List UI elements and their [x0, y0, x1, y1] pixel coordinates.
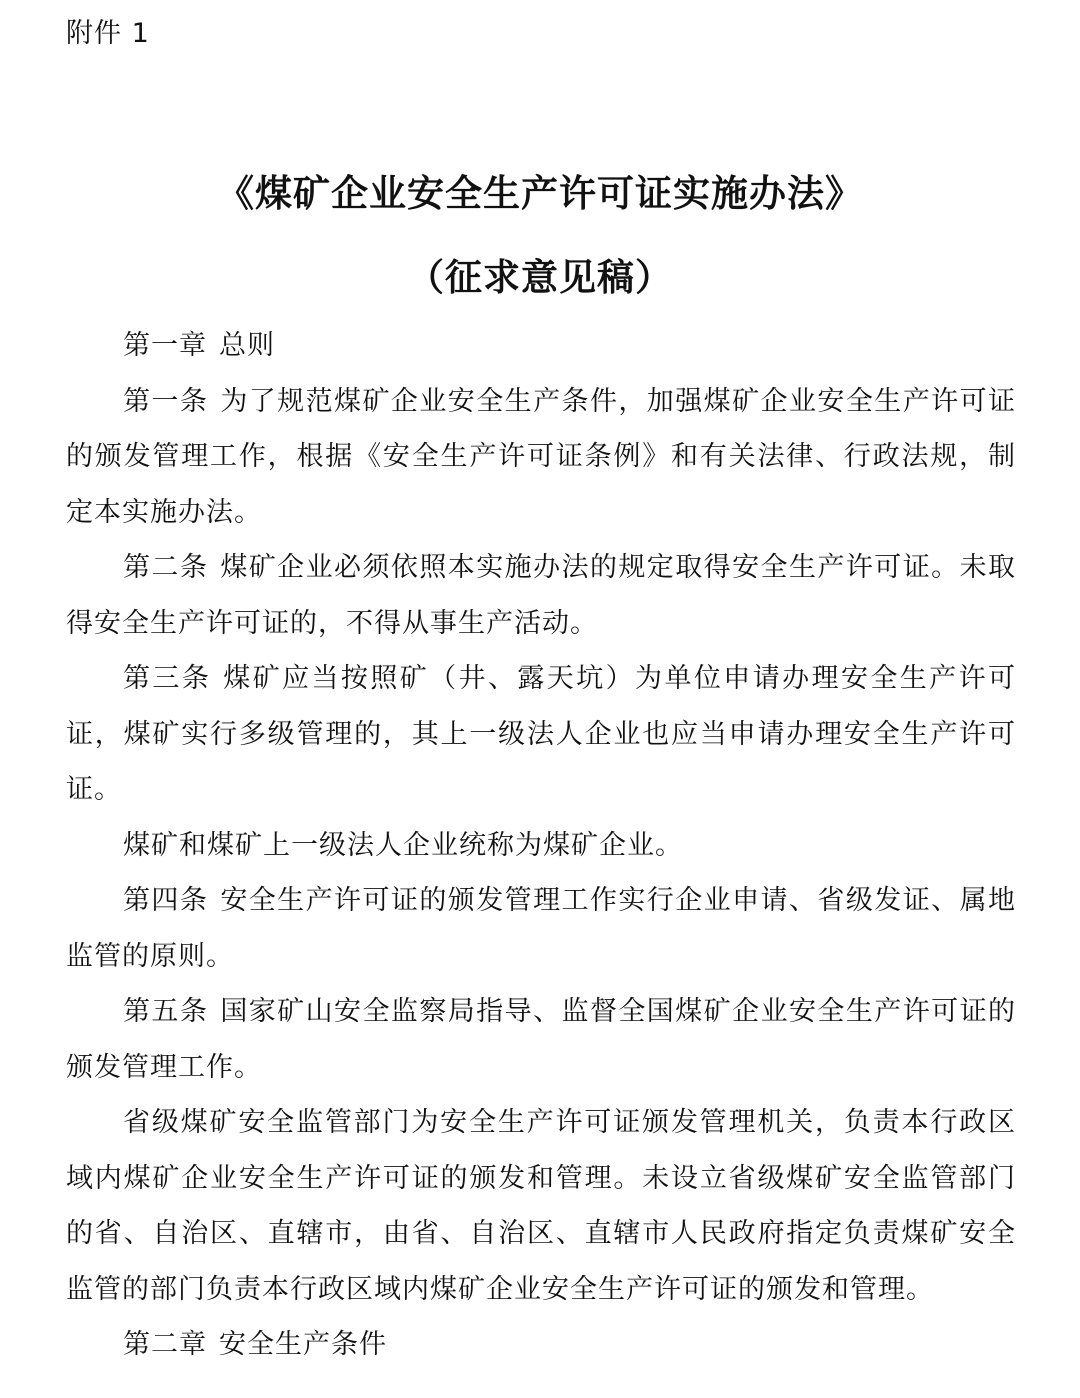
paragraph-text: 国家矿山安全监察局指导、监督全国煤矿企业安全生产许可证的颁发管理工作。 — [66, 996, 1017, 1083]
article-5 — [66, 984, 1016, 1095]
paragraph-text: 安全生产条件 — [219, 1329, 387, 1360]
article-2 — [66, 540, 1016, 651]
paragraph-head: 第二条 — [123, 552, 209, 583]
chapter-2-heading — [66, 1317, 1016, 1373]
document-body — [66, 318, 1016, 1373]
paragraph-text: 煤矿企业必须依照本实施办法的规定取得安全生产许可证。未取得安全生产许可证的，不得从事生产活动。 — [66, 552, 1017, 639]
paragraph-head: 第二章 — [123, 1329, 207, 1360]
paragraph-text: 省级煤矿安全监管部门为安全生产许可证颁发管理机关，负责本行政区域内煤矿企业安全生产许可证的颁发和管理。未设立省级煤矿安全监管部门的省、自治区、直辖市，由省、自治区、直辖市人民政府指定负责煤矿安全监管的部门负责本行政区域内煤矿企业安全生产许可证的颁发和管理。 — [66, 1107, 1016, 1305]
article-3 — [66, 651, 1016, 818]
paragraph-text: 为了规范煤矿企业安全生产条件，加强煤矿企业安全生产许可证的颁发管理工作，根据《安全生产许可证条例》和有关法律、行政法规，制定本实施办法。 — [66, 385, 1017, 528]
attachment-label: 附件 1 — [66, 18, 150, 49]
article-4 — [66, 873, 1016, 984]
chapter-1-heading — [66, 318, 1016, 374]
article-1 — [66, 374, 1016, 541]
paragraph-head: 第三条 — [123, 663, 212, 694]
article-3-para-2 — [66, 818, 1016, 874]
paragraph-head: 第四条 — [123, 885, 209, 916]
article-5-para-2 — [66, 1095, 1016, 1317]
document-title: 《煤矿企业安全生产许可证实施办法》 — [217, 172, 863, 215]
paragraph-text: 总则 — [219, 330, 275, 361]
document-subtitle: （征求意见稿） — [407, 256, 673, 299]
paragraph-head: 第一条 — [123, 385, 209, 417]
paragraph-head: 第五条 — [123, 996, 209, 1027]
paragraph-text: 安全生产许可证的颁发管理工作实行企业申请、省级发证、属地监管的原则。 — [66, 885, 1017, 972]
paragraph-head: 第一章 — [123, 330, 207, 361]
paragraph-text: 煤矿和煤矿上一级法人企业统称为煤矿企业。 — [123, 829, 683, 861]
paragraph-text: 煤矿应当按照矿（井、露天坑）为单位申请办理安全生产许可证，煤矿实行多级管理的，其上一级法人企业也应当申请办理安全生产许可证。 — [66, 663, 1017, 805]
